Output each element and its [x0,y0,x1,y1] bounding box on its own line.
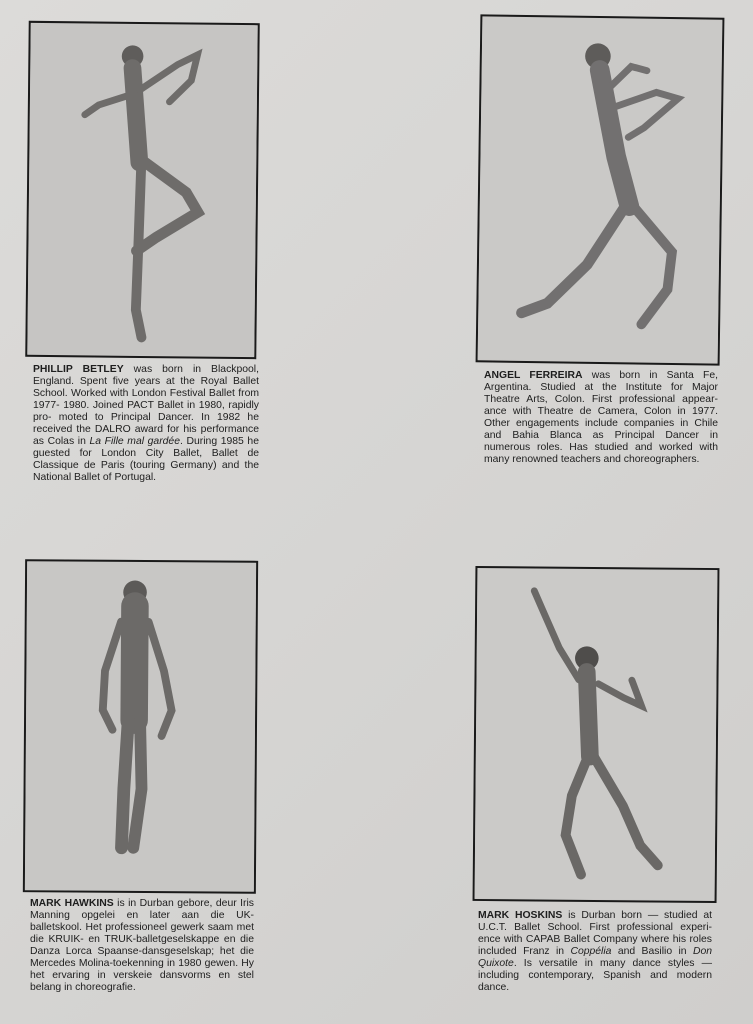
bio-text: ence with CAPAB Ballet Company where his [478,934,687,945]
bio-text: Other engagements include companies in [484,418,689,429]
dancer-name: PHILLIP BETLEY [33,364,124,375]
bio-text: is Durban born — studied at [568,910,712,921]
bio-text: . During 1985 he guested [33,436,259,459]
dancer-figure-hawkins [25,561,256,892]
bio-text: for London City Ballet, Ballet de Classique de [33,448,259,471]
photo-mark-hoskins [473,566,720,903]
bio-text: — including contemporary, Spanish and [478,958,712,981]
bio-text: die Mercedes Molina-toekenning in 1980 [30,946,254,969]
bio-text: Theatre Arts, Colon. First professional appear- [484,394,718,405]
bio-text: . Is versatile in many dance styles [513,958,695,969]
bio-text: roles included Franz in [478,934,712,957]
bio-phillip-betley [33,364,259,484]
photo-angel-ferreira [476,14,725,365]
bio-text: the DALRO award for his performance as Colas [33,424,260,447]
dancer-name: MARK HAWKINS [30,898,114,909]
bio-mark-hoskins [478,910,712,994]
bio-text: modern dance. [478,970,713,993]
bio-text: Spent five years at the Royal Ballet School. [33,376,259,399]
bio-text: many renowned teachers and choreographers. [484,454,700,465]
bio-text: was born in Blackpool, England. [33,364,259,387]
bio-text: Iris Manning opgelei en later aan die UK- [30,898,255,921]
dancer-figure-ferreira [478,16,723,363]
bio-text: U.C.T. Ballet School. First professional experi- [478,922,712,933]
bio-text: of Portugal. [102,472,157,483]
bio-mark-hawkins [30,898,254,994]
dancer-name: MARK HOSKINS [478,910,563,921]
dancer-name: ANGEL FERREIRA [484,370,583,381]
bio-text: is in Durban gebore, deur [117,898,237,909]
bio-text: gewen. Hy het ervaring in verskeie dansvorms [30,958,255,981]
photo-mark-hawkins [23,559,258,894]
dancer-figure-hoskins [475,568,718,901]
bio-text: Worked with London Festival Ballet from 1977- [33,388,259,411]
bio-text: ance with Theatre de Camera, Colon in 1977. [484,406,718,417]
bio-text: 1980. Joined PACT Ballet in 1980, rapidly pro- [33,400,259,423]
bio-text: and Basilio in [611,946,687,957]
bio-text: in [77,436,90,447]
bio-text: was born in Santa Fe, [591,370,718,381]
bio-text: en stel belang in choreografie. [30,970,254,993]
bio-text: balletskool. Het professioneel gewerk saam [30,922,234,933]
bio-angel-ferreira [484,370,718,466]
bio-text: Argentina. Studied at the Institute for Major [484,382,718,393]
bio-text: numerous roles. Has studied and worked with [484,442,718,453]
ballet-title: Don Quixote [478,946,713,969]
bio-text: met die KRUIK- en TRUK-balletgeselskappe en [30,922,254,945]
bio-text: die Danza Lorca Spaanse-dansgeselskap; het [30,934,254,957]
ballet-title: Coppélia [570,946,612,957]
bio-text: Chile and Bahia Blanca as Principal Dancer in [484,418,719,441]
ballet-title: La Fille mal gardée [89,436,180,447]
bio-text: moted to Principal Dancer. In 1982 he received [33,412,259,435]
bio-text: Paris (touring Germany) and the National Ballet [33,460,260,483]
photo-phillip-betley [25,21,260,359]
dancer-figure-betley [27,23,257,357]
